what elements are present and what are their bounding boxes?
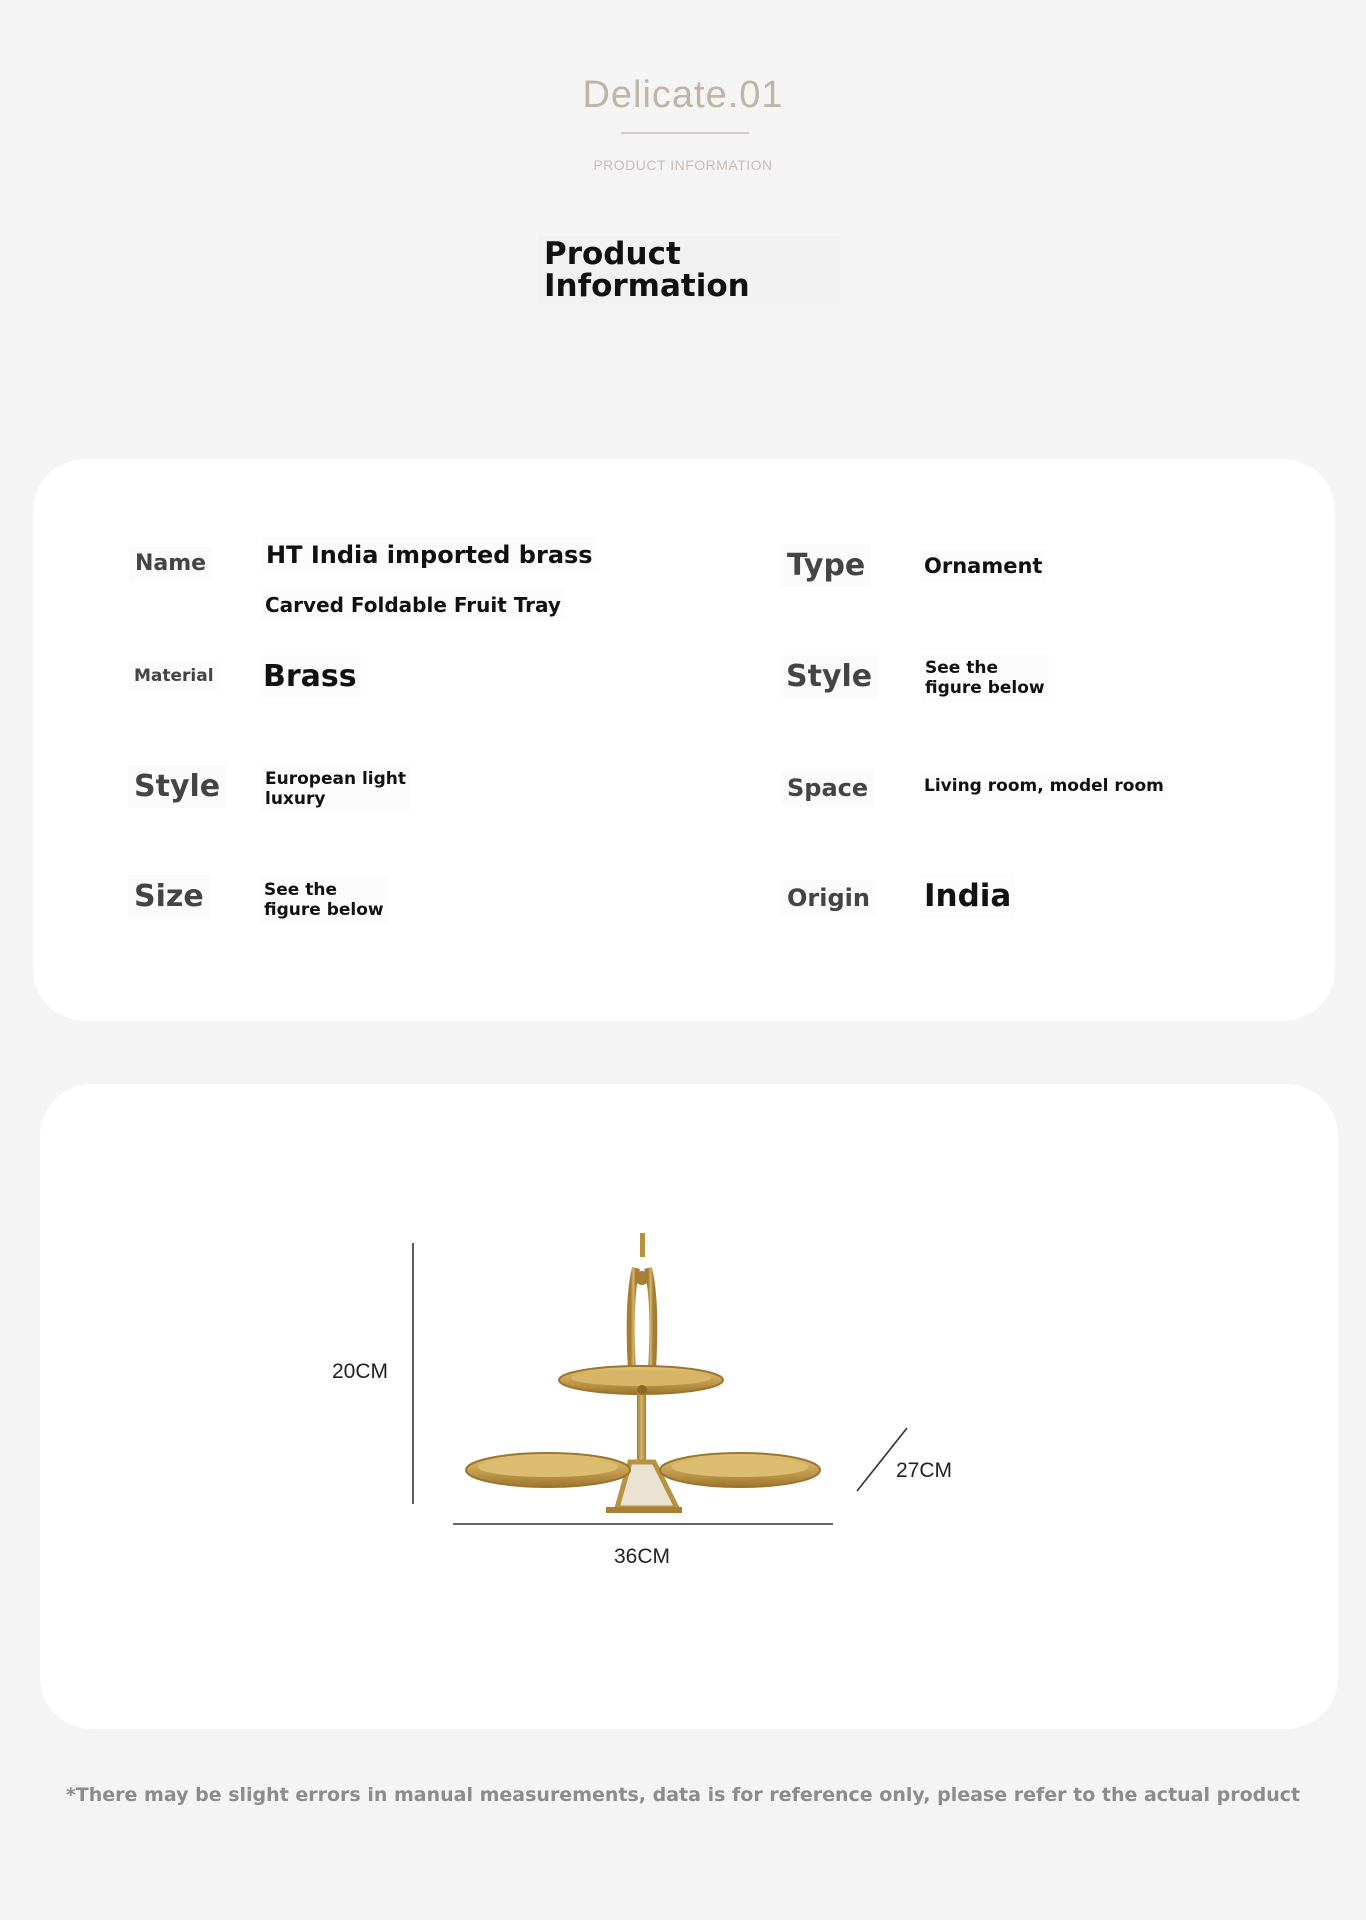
brand-title: Delicate.01 (582, 74, 784, 116)
origin-value: India (920, 874, 1015, 918)
size-label: Size (128, 875, 210, 918)
brass-fruit-tray-image (466, 1233, 820, 1510)
size-value-line2: figure below (264, 900, 384, 920)
origin-label: Origin (781, 880, 876, 916)
type-value: Ornament (920, 550, 1046, 582)
width-label: 36CM (614, 1545, 671, 1568)
style-value-right-line2: figure below (925, 678, 1045, 698)
section-title-line2: Information (544, 268, 750, 304)
name-label: Name (129, 547, 212, 580)
name-value-line1: HT India imported brass (262, 537, 597, 573)
brand-subtitle: PRODUCT INFORMATION (593, 157, 773, 173)
depth-label: 27CM (896, 1459, 953, 1482)
style-value-right-line1: See the (925, 658, 998, 678)
height-label: 20CM (332, 1360, 389, 1383)
space-value: Living room, model room (920, 772, 1168, 800)
material-value: Brass (259, 655, 361, 698)
type-label: Type (781, 544, 871, 587)
size-value-line1: See the (264, 880, 337, 900)
name-value-line2: Carved Foldable Fruit Tray (261, 589, 565, 621)
material-label: Material (128, 662, 220, 690)
style-label-left: Style (128, 765, 226, 808)
section-title-line1: Product (544, 236, 681, 272)
measurement-note: *There may be slight errors in manual measurements, data is for reference only, please refer to the actual product (65, 1784, 1301, 1806)
style-value-left-line2: luxury (265, 789, 326, 809)
style-value-left-line1: European light (265, 769, 407, 789)
space-label: Space (781, 770, 874, 806)
style-label-right: Style (780, 655, 878, 698)
